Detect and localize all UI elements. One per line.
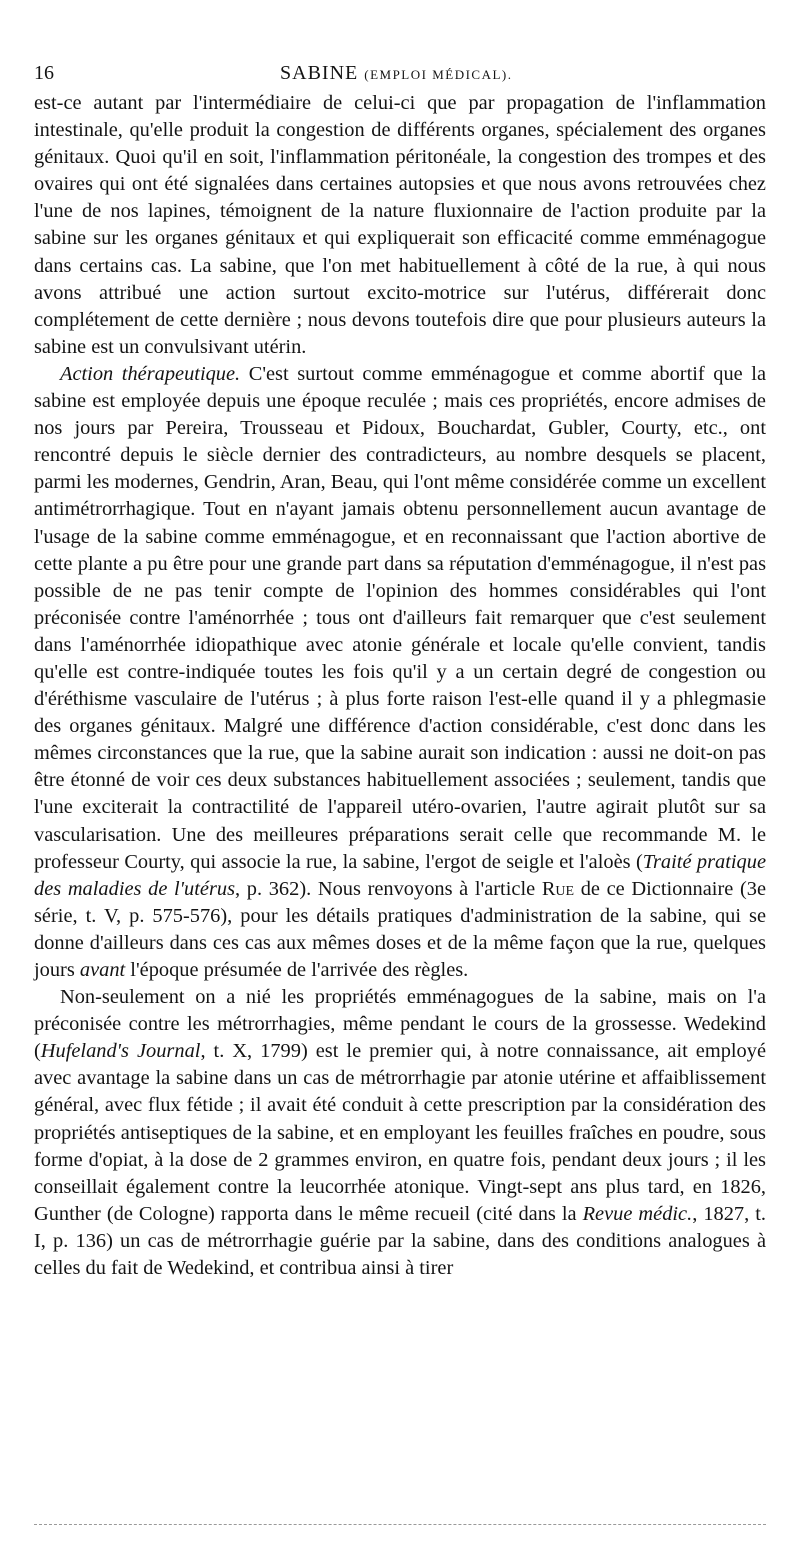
paragraph-text: l'époque présumée de l'arrivée des règles. (125, 959, 469, 981)
paragraph-therapeutic-action (34, 361, 766, 984)
paragraph-text: , t. X, 1799) est le premier qui, à notre connaissance, ait employé avec avantage la sabine dans un cas de métrorrhagie par atonie utérine et affaiblissement général, avec flux fétide ; il avait été conduit à cette prescription par la considération des propriétés antiseptiques de la sabine, et en employant les feuilles fraîches en poudre, sous forme d'opiat, à la dose de 2 grammes environ, en quatre fois, pendant deux jours ; il les conseillait également contre la leucorrhée atonique. Vingt-sept ans plus tard, en 1826, Gunther (de Cologne) rapporta dans le même recueil (cité dans la (34, 1040, 766, 1225)
emphasis-text: avant (79, 959, 126, 981)
citation-title: Traité pratique des maladies de l'utérus (34, 850, 766, 900)
running-head-subtitle: (EMPLOI MÉDICAL). (364, 67, 513, 82)
running-head-title: SABINE (280, 62, 359, 84)
page-number: 16 (34, 62, 54, 84)
footer-rule (34, 1524, 766, 1525)
paragraph-text: , p. 362). Nous renvoyons à l'article (235, 877, 542, 900)
body-text (34, 90, 766, 1282)
paragraph-text: , 1827, t. I, p. 136) un cas de métrorrhagie guérie par la sabine, dans des conditions analogues à celles du fait de Wedekind, et contribua ainsi à tirer (34, 1202, 766, 1280)
page-header (34, 56, 766, 90)
citation-title: Revue médic. (582, 1202, 693, 1225)
running-head (280, 62, 513, 85)
paragraph-text: C'est surtout comme emménagogue et comme abortif que la sabine est employée depuis une époque reculée ; mais ces propriétés, encore admises de nos jours par Pereira, Trousseau et Pidoux, Bouchardat, Gubler, Courty, etc., ont rencontré depuis le siècle dernier des contradicteurs, au nombre desquels se placent, parmi les modernes, Gendrin, Aran, Beau, qui l'ont même considérée comme un excellent antimétrorrhagique. Tout en n'ayant jamais obtenu personnellement aucun avantage de l'usage de la sabine comme emménagogue, et en reconnaissant que l'action abortive de cette plante a pu être pour une grande part dans sa réputation d'emménagogue, il n'est pas possible de ne pas tenir compte de l'opinion des hommes considérables qui l'ont préconisée contre l'aménorrhée ; tous ont d'ailleurs fait remarquer que c'est seulement dans l'aménorrhée idiopathique avec atonie générale et locale qu'elle convient, tandis qu'elle est contre-indiquée toutes les fois qu'il y a un certain degré de congestion ou d'éréthisme vasculaire de l'utérus ; à plus forte raison l'est-elle quand il y a phlegmasie des organes génitaux. Malgré une différence d'action considérable, c'est donc dans les mêmes circonstances que la rue, que la sabine aurait son indication : aussi ne doit-on pas être étonné de voir ces deux substances habituellement associées ; seulement, tandis que l'une exciterait la contractilité de l'appareil utéro-ovarien, l'autre agirait plutôt sur sa vascularisation. Une des meilleures préparations serait celle que recommande M. le professeur Courty, qui associe la rue, la sabine, l'ergot de seigle et l'aloès ( (34, 362, 766, 873)
paragraph-text: de ce Dictionnaire (3e série, t. V, p. 575-576), pour les détails pratiques d'administration de la sabine, qui se donne d'ailleurs dans ces cas aux mêmes doses et de la même façon que la rue, quelques jours (34, 877, 766, 981)
paragraph-continued: est-ce autant par l'intermédiaire de celui-ci que par propagation de l'inflammation intestinale, qu'elle produit la congestion de différents organes, spécialement des organes génitaux. Quoi qu'il en soit, l'inflammation péritonéale, la congestion des trompes et des ovaires qui ont été signalées dans certaines autopsies et que nous avons retrouvées chez l'une de nos lapines, témoignent de la nature fluxionnaire de l'action produite par la sabine sur les organes génitaux et qui expliquerait son efficacité comme emménagogue dans certains cas. La sabine, que l'on met habituellement à côté de la rue, à qui nous avons attribué une action surtout excito-motrice sur l'utérus, différerait donc complétement de cette dernière ; nous devons toutefois dire que pour plusieurs auteurs la sabine est un convulsivant utérin. (34, 92, 766, 358)
paragraph-metrorrhagia (34, 984, 766, 1282)
section-heading: Action thérapeutique. (60, 362, 241, 385)
document-page (34, 56, 766, 1282)
cross-reference: Rue (541, 877, 575, 900)
paragraph-text: Non-seulement on a nié les propriétés emménagogues de la sabine, mais on l'a préconisée contre les métrorrhagies, même pendant le cours de la grossesse. Wedekind ( (34, 986, 766, 1063)
citation-title: Hufeland's Journal (40, 1040, 201, 1063)
